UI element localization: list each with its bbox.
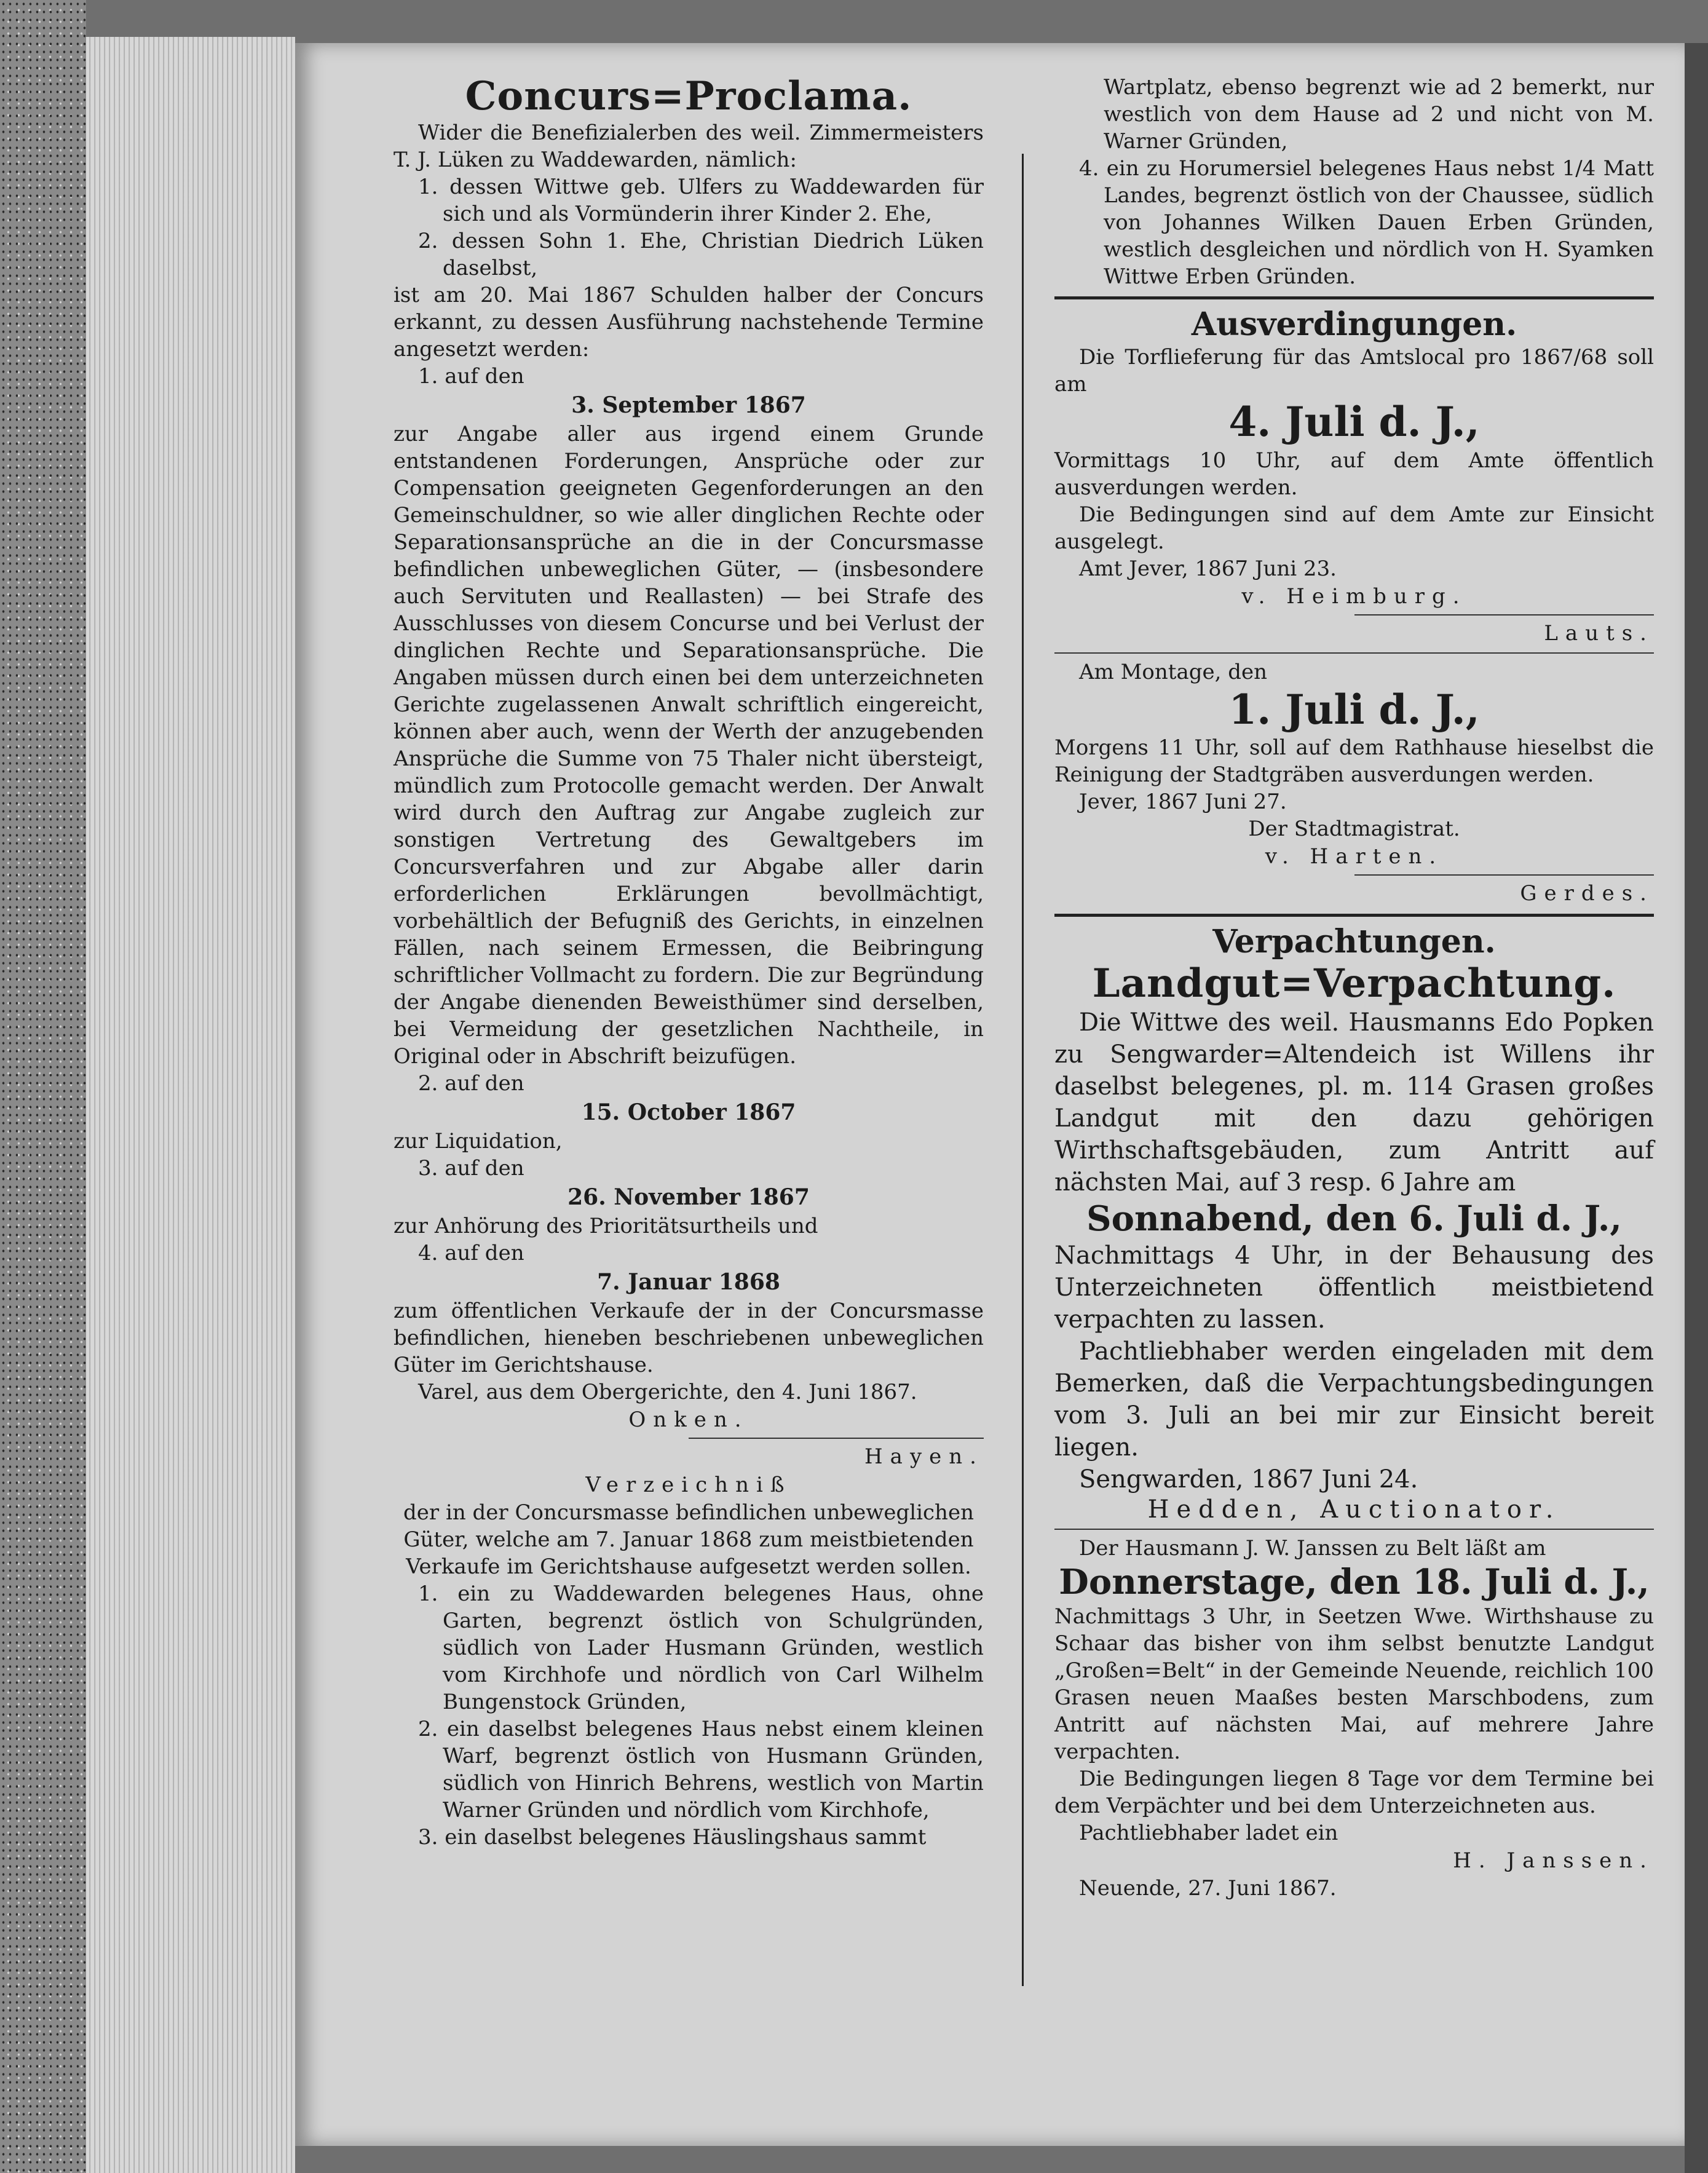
concurs-p4: zur Anhörung des Prioritätsurtheils und — [393, 1213, 818, 1238]
verzeichnis-title: Verzeichniß — [585, 1472, 792, 1497]
signature-hayen: Hayen. — [864, 1444, 984, 1469]
heir-1: 1. dessen Wittwe geb. Ulfers zu Waddewarden für sich und als Vormünderin ihrer Kinder 2. Ehe, — [418, 174, 984, 226]
term-4-label: 4. auf den — [418, 1240, 524, 1265]
concurs-p2: zur Angabe aller aus irgend einem Grunde entstandenen Forderungen, Ansprüche oder zur Compensation geeigneten Gegenforderungen an den Gemeinschuldner, so wie aller dinglichen Rechte oder Separationsansprüche an die in der Concursmasse befindlichen unbeweglichen Güter, — (insbesondere auch Servituten und Reallasten) — bei Strafe des Ausschlusses von diesem Concurse und bei Verlust der dinglichen Rechte und Separationsansprüche. Die Angaben müssen durch einen bei dem unterzeichneten Gerichte zugelassenen Anwalt schriftlich eingereicht, können aber auch, wenn der Werth der anzugebenden Ansprüche die Summe von 75 Thaler nicht übersteigt, mündlich zum Protocolle gemacht werden. Der Anwalt wird durch den Auftrag zur Angabe zugleich zur sonstigen Vertretung des Gewaltgebers im Concursverfahren und zur Abgabe aller darin erforderlichen Erklärungen bevollmächtigt, vorbehältlich der Befugniß des Gerichts, in einzelnen Fällen, nach seinem Ermessen, die Beibringung schriftlicher Vollmacht zu fordern. Die zur Begründung der Angabe dienenden Beweisthümer sind derselben, bei Vermeidung der gesetzlichen Nachtheile, in Original oder in Abschrift beizufügen. — [393, 421, 984, 1069]
property-item-4: 4. ein zu Horumersiel belegenes Haus nebst 1/4 Matt Landes, begrenzt östlich von der Chaussee, südlich von Johannes Wilken Dauen Erben Gründen, westlich desgleichen und nördlich von H. Syamken Wittwe Erben Gründen. — [1079, 156, 1654, 289]
term-4-date: 7. Januar 1868 — [597, 1269, 780, 1295]
left-column — [393, 74, 984, 1851]
concurs-place: Varel, aus dem Obergerichte, den 4. Juni 1867. — [418, 1379, 917, 1404]
landgut-p2: Nachmittags 4 Uhr, in der Behausung des Unterzeichneten öffentlich meistbietend verpachten zu lassen. — [1054, 1241, 1654, 1334]
stadtmagistrat: Der Stadtmagistrat. — [1248, 816, 1460, 841]
aus-date: 4. Juli d. J., — [1228, 398, 1480, 446]
janssen-p3: Die Bedingungen liegen 8 Tage vor dem Termine bei dem Verpächter und bei dem Unterzeichneten aus. — [1054, 1767, 1654, 1819]
verpachtungen-title: Verpachtungen. — [1212, 922, 1496, 960]
signature-lauts: Lauts. — [1544, 620, 1654, 646]
janssen-p4: Pachtliebhaber ladet ein — [1079, 1821, 1338, 1846]
property-item-2: 2. ein daselbst belegenes Haus nebst einem kleinen Warf, begrenzt östlich von Husmann Gründen, südlich von Hinrich Behrens, westlich von Martin Warner Gründen und nördlich vom Kirchhofe, — [418, 1716, 984, 1823]
section-rule-2 — [1054, 914, 1654, 917]
verzeichnis-intro: der in der Concursmasse befindlichen unbeweglichen Güter, welche am 7. Januar 1868 zum meistbietenden Verkaufe im Gerichtshause aufgesetzt werden sollen. — [403, 1500, 974, 1579]
concurs-title: Concurs=Proclama. — [465, 73, 912, 119]
signature-rule-3 — [1354, 874, 1655, 876]
aus-p1: Die Torflieferung für das Amtslocal pro 1867/68 soll am — [1054, 345, 1654, 397]
montag-p2: Morgens 11 Uhr, soll auf dem Rathhause hieselbst die Reinigung der Stadtgräben ausverdungen werden. — [1054, 735, 1654, 787]
concurs-p1: ist am 20. Mai 1867 Schulden halber der Concurs erkannt, zu dessen Ausführung nachstehende Termine angesetzt werden: — [393, 282, 984, 362]
signature-janssen: H. Janssen. — [1453, 1848, 1654, 1874]
property-item-1: 1. ein zu Waddewarden belegenes Haus, ohne Garten, begrenzt östlich von Schulgründen, südlich von Lader Husmann Gründen, westlich vom Kirchhofe und nördlich von Carl Wilhelm Bungenstock Gründen, — [418, 1581, 984, 1714]
montag-date: 1. Juli d. J., — [1228, 685, 1480, 734]
term-2-date: 15. October 1867 — [581, 1099, 796, 1125]
aus-p3: Die Bedingungen sind auf dem Amte zur Einsicht ausgelegt. — [1054, 502, 1654, 554]
term-1-date: 3. September 1867 — [571, 392, 806, 418]
signature-rule-2 — [1354, 614, 1655, 615]
ausverdingungen-title: Ausverdingungen. — [1191, 306, 1517, 343]
aus-place: Amt Jever, 1867 Juni 23. — [1079, 556, 1337, 581]
book-edge-speckled — [0, 0, 86, 2173]
aus-p2: Vormittags 10 Uhr, auf dem Amte öffentlich ausverdungen werden. — [1054, 448, 1654, 500]
property-item-3: 3. ein daselbst belegenes Häuslingshaus sammt — [418, 1824, 927, 1850]
concurs-p3: zur Liquidation, — [393, 1128, 563, 1154]
term-3-label: 3. auf den — [418, 1155, 524, 1181]
right-column — [1054, 74, 1654, 1902]
notice-rule-2 — [1054, 1529, 1654, 1530]
janssen-p1: Der Hausmann J. W. Janssen zu Belt läßt am — [1079, 1535, 1546, 1561]
concurs-p5: zum öffentlichen Verkaufe der in der Concursmasse befindlichen, hieneben beschriebenen unbeweglichen Güter im Gerichtshause. — [393, 1298, 984, 1377]
landgut-place: Sengwarden, 1867 Juni 24. — [1079, 1465, 1418, 1494]
term-2-label: 2. auf den — [418, 1071, 524, 1096]
signature-hedden: Hedden, Auctionator. — [1147, 1495, 1561, 1524]
landgut-title: Landgut=Verpachtung. — [1092, 960, 1616, 1007]
property-item-3-cont: Wartplatz, ebenso begrenzt wie ad 2 bemerkt, nur westlich von dem Hause ad 2 und nicht von M. Warner Gründen, — [1104, 75, 1654, 154]
signature-heimburg: v. Heimburg. — [1241, 584, 1467, 609]
landgut-date: Sonnabend, den 6. Juli d. J., — [1086, 1198, 1622, 1239]
heir-2: 2. dessen Sohn 1. Ehe, Christian Diedrich Lüken daselbst, — [418, 228, 984, 280]
janssen-date: Donnerstage, den 18. Juli d. J., — [1059, 1561, 1650, 1602]
signature-gerdes: Gerdes. — [1520, 881, 1654, 906]
montag-place: Jever, 1867 Juni 27. — [1079, 789, 1287, 814]
section-rule — [1054, 296, 1654, 299]
concurs-intro: Wider die Benefizialerben des weil. Zimmermeisters T. J. Lüken zu Waddewarden, nämlich: — [393, 120, 984, 172]
montag-p1: Am Montage, den — [1079, 659, 1267, 684]
landgut-p1: Die Wittwe des weil. Hausmanns Edo Popken zu Sengwarder=Altendeich ist Willens ihr daselbst belegenes, pl. m. 114 Grasen großes Landgut mit den dazu gehörigen Wirthschaftsgebäuden, zum Antritt auf nächsten Mai, auf 3 resp. 6 Jahre am — [1054, 1008, 1654, 1197]
page-edge-shadow — [1685, 43, 1708, 2173]
notice-rule — [1054, 652, 1654, 654]
signature-rule — [689, 1438, 984, 1439]
janssen-p2: Nachmittags 3 Uhr, in Seetzen Wwe. Wirthshause zu Schaar das bisher von ihm selbst benutzte Landgut „Großen=Belt“ in der Gemeinde Neuende, reichlich 100 Grasen neuen Maaßes besten Marschbodens, zum Antritt auf nächsten Mai, auf mehrere Jahre verpachten. — [1054, 1604, 1654, 1765]
landgut-p3: Pachtliebhaber werden eingeladen mit dem Bemerken, daß die Verpachtungsbedingungen vom 3. Juli an bei mir zur Einsicht bereit liegen. — [1054, 1337, 1654, 1462]
signature-harten: v. Harten. — [1265, 844, 1444, 869]
janssen-place: Neuende, 27. Juni 1867. — [1079, 1876, 1337, 1901]
term-1-label: 1. auf den — [418, 363, 524, 389]
book-page-stack — [86, 37, 295, 2173]
column-divider — [1022, 154, 1024, 1986]
signature-onken: Onken. — [628, 1407, 749, 1432]
term-3-date: 26. November 1867 — [567, 1184, 810, 1210]
